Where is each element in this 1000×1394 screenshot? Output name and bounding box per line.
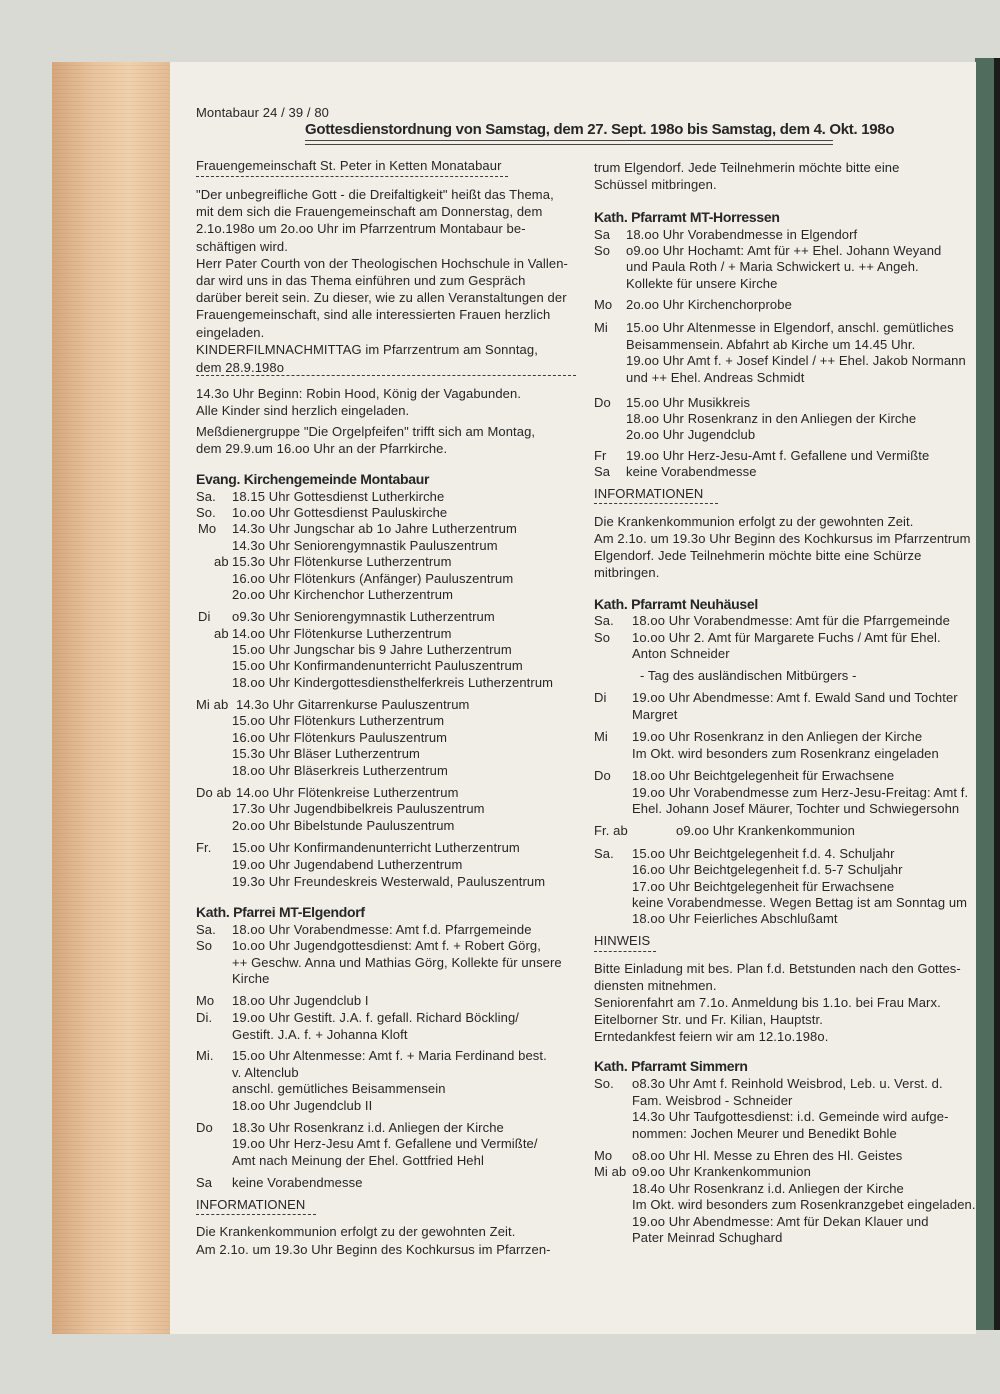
text-line: schäftigen wird. <box>196 238 288 254</box>
schedule-text: 18.oo Uhr Kindergottesdiensthelferkreis Lutherzentrum <box>232 675 554 690</box>
schedule-text: 18.oo Uhr Vorabendmesse: Amt f.d. Pfarrgemeinde <box>232 922 532 937</box>
schedule-text: 18.oo Uhr Feierliches Abschlußamt <box>632 911 838 926</box>
section-heading: Kath. Pfarramt Neuhäusel <box>594 596 758 612</box>
schedule-text: 15.oo Uhr Beichtgelegenheit f.d. 4. Schuljahr <box>632 846 895 861</box>
schedule-text: 1o.oo Uhr Gottesdienst Pauluskirche <box>232 505 448 520</box>
text-line: "Der unbegreifliche Gott - die Dreifaltigkeit" heißt das Thema, <box>196 187 554 202</box>
schedule-text: 18.oo Uhr Beichtgelegenheit für Erwachsene <box>632 768 895 783</box>
text-line: Am 2.1o. um 19.3o Uhr Beginn des Kochkursus im Pfarrzen- <box>196 1241 551 1257</box>
schedule-day: Di. <box>196 1010 213 1025</box>
schedule-text: 2o.oo Uhr Jugendclub <box>626 427 756 442</box>
schedule-text: 1o.oo Uhr 2. Amt für Margarete Fuchs / Amt für Ehel. <box>632 630 941 645</box>
schedule-text: 15.oo Uhr Konfirmandenunterricht Pauluszentrum <box>232 658 523 673</box>
schedule-text: o9.oo Uhr Krankenkommunion <box>676 823 855 838</box>
schedule-day: So. <box>594 1076 614 1091</box>
schedule-text: 14.3o Uhr Jungschar ab 1o Jahre Lutherzentrum <box>232 521 517 536</box>
schedule-day: Do <box>594 768 611 783</box>
schedule-text: anschl. gemütliches Beisammensein <box>232 1081 446 1096</box>
text-line: trum Elgendorf. Jede Teilnehmerin möchte bitte eine <box>594 160 900 175</box>
book-page-edges <box>52 62 170 1334</box>
schedule-text: 16.oo Uhr Beichtgelegenheit f.d. 5-7 Schuljahr <box>632 862 903 877</box>
text-line: eingeladen. <box>196 324 265 340</box>
schedule-text: 2o.oo Uhr Kirchenchor Lutherzentrum <box>232 587 454 602</box>
text-line: Die Krankenkommunion erfolgt zu der gewohnten Zeit. <box>196 1224 516 1239</box>
schedule-text: Ehel. Johann Josef Mäurer, Tochter und Schwiegersohn <box>632 801 960 816</box>
text-line: 14.3o Uhr Beginn: Robin Hood, König der Vagabunden. <box>196 386 522 401</box>
section-rule <box>196 375 576 376</box>
schedule-day: Do ab <box>196 785 232 800</box>
page-reference: Montabaur 24 / 39 / 80 <box>196 105 330 120</box>
text-line: dem 28.9.198o <box>196 359 285 375</box>
schedule-text: 19.oo Uhr Abendmesse: Amt für Dekan Klauer und <box>632 1214 929 1229</box>
schedule-text: keine Vorabendmesse. Wegen Bettag ist am Sonntag um <box>632 895 968 910</box>
schedule-day: Sa <box>594 227 611 242</box>
schedule-text: 19.oo Uhr Jugendabend Lutherzentrum <box>232 857 463 872</box>
schedule-day: Mo <box>594 1148 613 1163</box>
schedule-text: Amt nach Meinung der Ehel. Gottfried Hehl <box>232 1153 484 1168</box>
schedule-text: 15.oo Uhr Flötenkurs Lutherzentrum <box>232 713 445 728</box>
schedule-day: Sa. <box>594 613 614 628</box>
schedule-text: 18.oo Uhr Vorabendmesse in Elgendorf <box>626 227 858 242</box>
text-line: darüber bereit sein. Zu dieser, wie zu allen Veranstaltungen der <box>196 290 567 306</box>
schedule-text: und Paula Roth / + Maria Schwickert u. ++ Angeh. <box>626 259 919 274</box>
schedule-day: Sa <box>594 464 611 479</box>
schedule-text: 19.3o Uhr Freundeskreis Westerwald, Pauluszentrum <box>232 874 546 889</box>
schedule-day: Sa. <box>196 922 216 937</box>
schedule-text: 18.oo Uhr Rosenkranz in den Anliegen der Kirche <box>626 411 917 426</box>
schedule-text: o9.oo Uhr Hochamt: Amt für ++ Ehel. Johann Weyand <box>626 243 942 258</box>
schedule-day: Mo <box>196 993 215 1008</box>
schedule-day: Mo <box>198 521 217 536</box>
section-title-rule <box>594 951 656 952</box>
text-line: diensten mitnehmen. <box>594 978 717 993</box>
schedule-text: 19.oo Uhr Abendmesse: Amt f. Ewald Sand und Tochter <box>632 690 958 705</box>
schedule-day: So <box>594 630 611 645</box>
schedule-text: Beisammensein. Abfahrt ab Kirche um 14.45 Uhr. <box>626 337 916 352</box>
schedule-text: 1o.oo Uhr Jugendgottesdienst: Amt f. + Robert Görg, <box>232 938 541 953</box>
section-heading: Evang. Kirchengemeinde Montabaur <box>196 471 430 487</box>
schedule-text: und ++ Ehel. Andreas Schmidt <box>626 370 805 385</box>
schedule-text: 15.oo Uhr Jungschar bis 9 Jahre Lutherzentrum <box>232 642 512 657</box>
schedule-text: 18.oo Uhr Bläserkreis Lutherzentrum <box>232 763 448 778</box>
text-line: Bitte Einladung mit bes. Plan f.d. Betstunden nach den Gottes- <box>594 961 961 976</box>
schedule-text: Im Okt. wird besonders zum Rosenkranz eingeladen <box>632 746 939 761</box>
schedule-text: 18.15 Uhr Gottesdienst Lutherkirche <box>232 489 445 504</box>
schedule-day: So. <box>196 505 216 520</box>
section-heading: Kath. Pfarrei MT-Elgendorf <box>196 904 365 920</box>
text-line: Am 2.1o. um 19.3o Uhr Beginn des Kochkursus im Pfarrzentrum <box>594 531 971 546</box>
schedule-text: 17.3o Uhr Jugendbibelkreis Pauluszentrum <box>232 801 485 816</box>
schedule-day: Mi ab <box>196 697 229 712</box>
section-title: HINWEIS <box>594 933 651 948</box>
schedule-text: 19.oo Uhr Rosenkranz in den Anliegen der Kirche <box>632 729 923 744</box>
section-title-rule <box>594 503 718 504</box>
schedule-day: So <box>594 243 611 258</box>
schedule-text: 15.3o Uhr Bläser Lutherzentrum <box>232 746 420 761</box>
text-line: mit dem sich die Frauengemeinschaft am Donnerstag, dem <box>196 204 543 220</box>
section-title: INFORMATIONEN <box>594 486 704 501</box>
text-line: Alle Kinder sind herzlich eingeladen. <box>196 403 410 418</box>
schedule-day: Di <box>594 690 607 705</box>
schedule-text: 19.oo Uhr Herz-Jesu-Amt f. Gefallene und Vermißte <box>626 448 930 463</box>
section-title: Frauengemeinschaft St. Peter in Ketten Monatabaur <box>196 158 502 173</box>
schedule-text: o8.3o Uhr Amt f. Reinhold Weisbrod, Leb. u. Verst. d. <box>632 1076 943 1091</box>
text-line: Frauengemeinschaft, sind alle interessierten Frauen herzlich <box>196 307 551 323</box>
schedule-text: o9.oo Uhr Krankenkommunion <box>632 1164 811 1179</box>
schedule-day: Fr. <box>196 840 212 855</box>
schedule-text: ++ Geschw. Anna und Mathias Görg, Kollekte für unsere <box>232 955 562 970</box>
schedule-text: Anton Schneider <box>632 646 730 661</box>
text-line: mitbringen. <box>594 565 660 580</box>
schedule-day: Mo <box>594 297 613 312</box>
schedule-day: ab <box>214 626 229 641</box>
schedule-text: 16.oo Uhr Flötenkurs (Anfänger) Pauluszentrum <box>232 571 514 586</box>
text-line: Schüssel mitbringen. <box>594 176 717 192</box>
schedule-text: 19.oo Uhr Herz-Jesu Amt f. Gefallene und Vermißte/ <box>232 1136 538 1151</box>
section-heading: Kath. Pfarramt Simmern <box>594 1058 748 1074</box>
schedule-text: 18.4o Uhr Rosenkranz i.d. Anliegen der Kirche <box>632 1181 904 1196</box>
text-line: Elgendorf. Jede Teilnehmerin möchte bitte eine Schürze <box>594 548 922 563</box>
schedule-text: 19.oo Uhr Amt f. + Josef Kindel / ++ Ehel. Jakob Normann <box>626 353 966 368</box>
schedule-text: 14.3o Uhr Seniorengymnastik Pauluszentrum <box>232 538 498 553</box>
text-line: dar wird uns in das Thema einführen und zum Gespräch <box>196 273 526 288</box>
schedule-text: 14.oo Uhr Flötenkurse Lutherzentrum <box>232 626 452 641</box>
schedule-text: 15.oo Uhr Altenmesse in Elgendorf, anschl. gemütliches <box>626 320 954 335</box>
text-line: Eitelborner Str. und Fr. Kilian, Hauptstr. <box>594 1012 823 1027</box>
schedule-day: Mi <box>594 320 608 335</box>
schedule-text: 15.3o Uhr Flötenkurse Lutherzentrum <box>232 554 452 569</box>
text-line: Meßdienergruppe "Die Orgelpfeifen" trifft sich am Montag, <box>196 424 536 439</box>
page-title: Gottesdienstordnung von Samstag, dem 27. Sept. 198o bis Samstag, dem 4. Okt. 198o <box>305 121 895 138</box>
section-title-rule <box>196 1214 316 1215</box>
schedule-day: So <box>196 938 213 953</box>
text-line: dem 29.9.um 16.oo Uhr an der Pfarrkirche. <box>196 441 448 456</box>
schedule-text: Kirche <box>232 971 270 986</box>
schedule-text: o9.3o Uhr Seniorengymnastik Lutherzentrum <box>232 609 495 624</box>
schedule-text: 19.oo Uhr Vorabendmesse zum Herz-Jesu-Freitag: Amt f. <box>632 785 969 800</box>
schedule-text: - Tag des ausländischen Mitbürgers - <box>640 668 857 683</box>
text-line: Erntedankfest feiern wir am 12.1o.198o. <box>594 1029 829 1044</box>
schedule-text: 18.3o Uhr Rosenkranz i.d. Anliegen der Kirche <box>232 1120 504 1135</box>
schedule-day: Sa. <box>594 846 614 861</box>
schedule-text: 19.oo Uhr Gestift. J.A. f. gefall. Richard Böckling/ <box>232 1010 519 1025</box>
schedule-text: 2o.oo Uhr Kirchenchorprobe <box>626 297 792 312</box>
schedule-text: Pater Meinrad Schughard <box>632 1230 783 1245</box>
text-line: Die Krankenkommunion erfolgt zu der gewohnten Zeit. <box>594 514 914 529</box>
text-line: Seniorenfahrt am 7.1o. Anmeldung bis 1.1o. bei Frau Marx. <box>594 995 941 1010</box>
book-cover-edge <box>994 58 1000 1330</box>
schedule-text: 2o.oo Uhr Bibelstunde Pauluszentrum <box>232 818 455 833</box>
schedule-text: 14.3o Uhr Taufgottesdienst: i.d. Gemeinde wird aufge- <box>632 1109 949 1124</box>
schedule-text: o8.oo Uhr Hl. Messe zu Ehren des Hl. Geistes <box>632 1148 903 1163</box>
schedule-day: Mi. <box>196 1048 214 1063</box>
schedule-text: 14.oo Uhr Flötenkreise Lutherzentrum <box>236 785 459 800</box>
text-line: 2.1o.198o um 2o.oo Uhr im Pfarrzentrum Montabaur be- <box>196 221 526 237</box>
schedule-day: Sa <box>196 1175 213 1190</box>
schedule-text: Gestift. J.A. f. + Johanna Kloft <box>232 1027 408 1042</box>
book-cover <box>975 58 995 1330</box>
schedule-text: nommen: Jochen Meurer und Benedikt Bohle <box>632 1126 897 1141</box>
schedule-day: Fr. ab <box>594 823 628 838</box>
schedule-text: 18.oo Uhr Jugendclub II <box>232 1098 373 1113</box>
schedule-text: 16.oo Uhr Flötenkurs Pauluszentrum <box>232 730 448 745</box>
schedule-text: Margret <box>632 707 678 722</box>
schedule-text: 18.oo Uhr Vorabendmesse: Amt für die Pfarrgemeinde <box>632 613 950 628</box>
schedule-text: keine Vorabendmesse <box>232 1175 363 1190</box>
schedule-text: 14.3o Uhr Gitarrenkurse Pauluszentrum <box>236 697 470 712</box>
schedule-text: 15.oo Uhr Altenmesse: Amt f. + Maria Ferdinand best. <box>232 1048 547 1063</box>
schedule-text: keine Vorabendmesse <box>626 464 757 479</box>
schedule-text: Fam. Weisbrod - Schneider <box>632 1093 793 1108</box>
schedule-text: Kollekte für unsere Kirche <box>626 276 778 291</box>
text-line: KINDERFILMNACHMITTAG im Pfarrzentrum am Sonntag, <box>196 342 538 357</box>
schedule-day: Sa. <box>196 489 216 504</box>
schedule-day: Mi ab <box>594 1164 627 1179</box>
text-line: Herr Pater Courth von der Theologischen Hochschule in Vallen- <box>196 255 568 271</box>
schedule-day: Do <box>594 395 611 410</box>
schedule-text: 15.oo Uhr Musikkreis <box>626 395 751 410</box>
schedule-text: 17.oo Uhr Beichtgelegenheit für Erwachsene <box>632 879 895 894</box>
schedule-text: Im Okt. wird besonders zum Rosenkranzgebet eingeladen. <box>632 1197 976 1212</box>
title-double-rule <box>305 140 833 145</box>
schedule-day: Di <box>198 609 211 624</box>
schedule-text: v. Altenclub <box>232 1065 299 1080</box>
section-heading: Kath. Pfarramt MT-Horressen <box>594 209 780 225</box>
section-title: INFORMATIONEN <box>196 1197 306 1212</box>
schedule-text: 15.oo Uhr Konfirmandenunterricht Lutherzentrum <box>232 840 520 855</box>
schedule-day: ab <box>214 554 229 569</box>
section-title-rule <box>196 176 508 177</box>
schedule-text: 18.oo Uhr Jugendclub I <box>232 993 369 1008</box>
schedule-day: Mi <box>594 729 608 744</box>
schedule-day: Fr <box>594 448 607 463</box>
schedule-day: Do <box>196 1120 213 1135</box>
